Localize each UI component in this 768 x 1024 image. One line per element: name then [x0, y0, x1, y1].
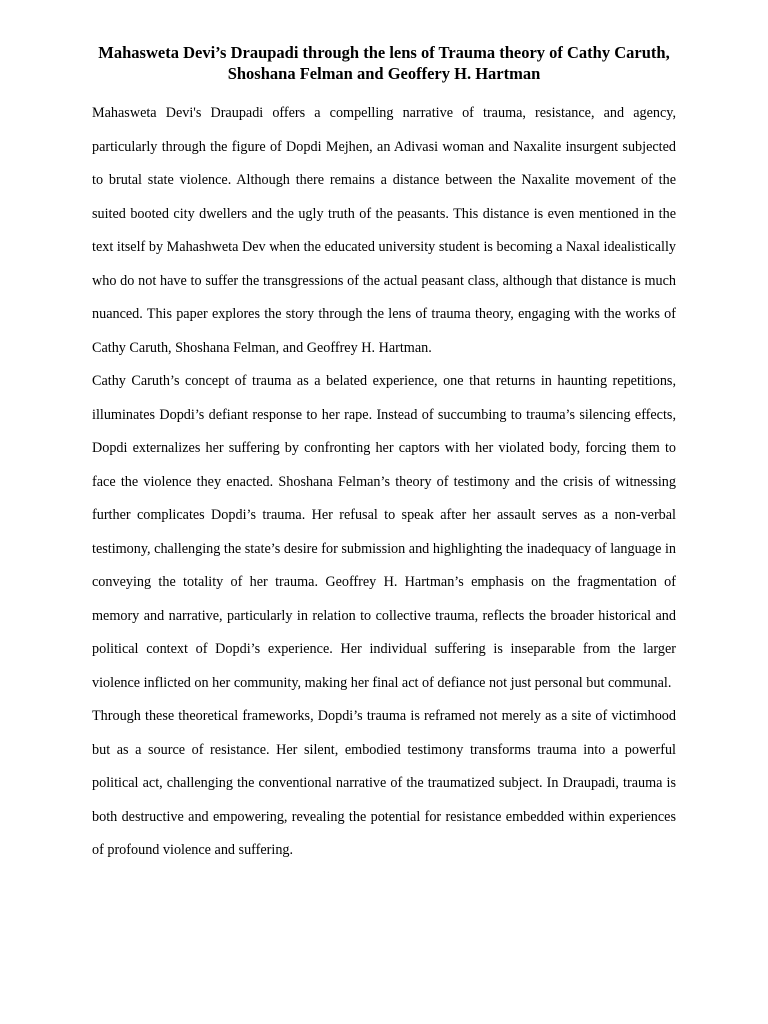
paragraph-introduction: Mahasweta Devi's Draupadi offers a compelling narrative of trauma, resistance, and agency, particularly through the figure of Dopdi Mejhen, an Adivasi woman and Naxalite insurgent subjected to brutal state violence. Although there remains a distance between the Naxalite movement of the suited booted city dwellers and the ugly truth of the peasants. This distance is even mentioned in the text itself by Mahashweta Dev when the educated university student is becoming a Naxal idealistically who do not have to suffer the transgressions of the actual peasant class, although that distance is much nuanced. This paper explores the story through the lens of trauma theory, engaging with the works of Cathy Caruth, Shoshana Felman, and Geoffrey H. Hartman.	[92, 105, 676, 356]
document-title: Mahasweta Devi’s Draupadi through the lens of Trauma theory of Cathy Caruth, Shoshana Felman and Geoffery H. Hartman	[98, 43, 670, 83]
paragraph-theory-analysis: Cathy Caruth’s concept of trauma as a belated experience, one that returns in haunting repetitions, illuminates Dopdi’s defiant response to her rape. Instead of succumbing to trauma’s silencing effects, Dopdi externalizes her suffering by confronting her captors with her violated body, forcing them to face the violence they enacted. Shoshana Felman’s theory of testimony and the crisis of witnessing further complicates Dopdi’s trauma. Her refusal to speak after her assault serves as a non-verbal testimony, challenging the state’s desire for submission and highlighting the inadequacy of language in conveying the totality of her trauma. Geoffrey H. Hartman’s emphasis on the fragmentation of memory and narrative, particularly in relation to collective trauma, reflects the broader historical and political context of Dopdi’s experience. Her individual suffering is inseparable from the larger violence inflicted on her community, making her final act of defiance not just personal but communal.	[92, 373, 676, 691]
document-body	[92, 97, 676, 868]
paragraph-conclusion: Through these theoretical frameworks, Dopdi’s trauma is reframed not merely as a site of victimhood but as a source of resistance. Her silent, embodied testimony transforms trauma into a powerful political act, challenging the conventional narrative of the traumatized subject. In Draupadi, trauma is both destructive and empowering, revealing the potential for resistance embedded within experiences of profound violence and suffering.	[92, 708, 676, 858]
